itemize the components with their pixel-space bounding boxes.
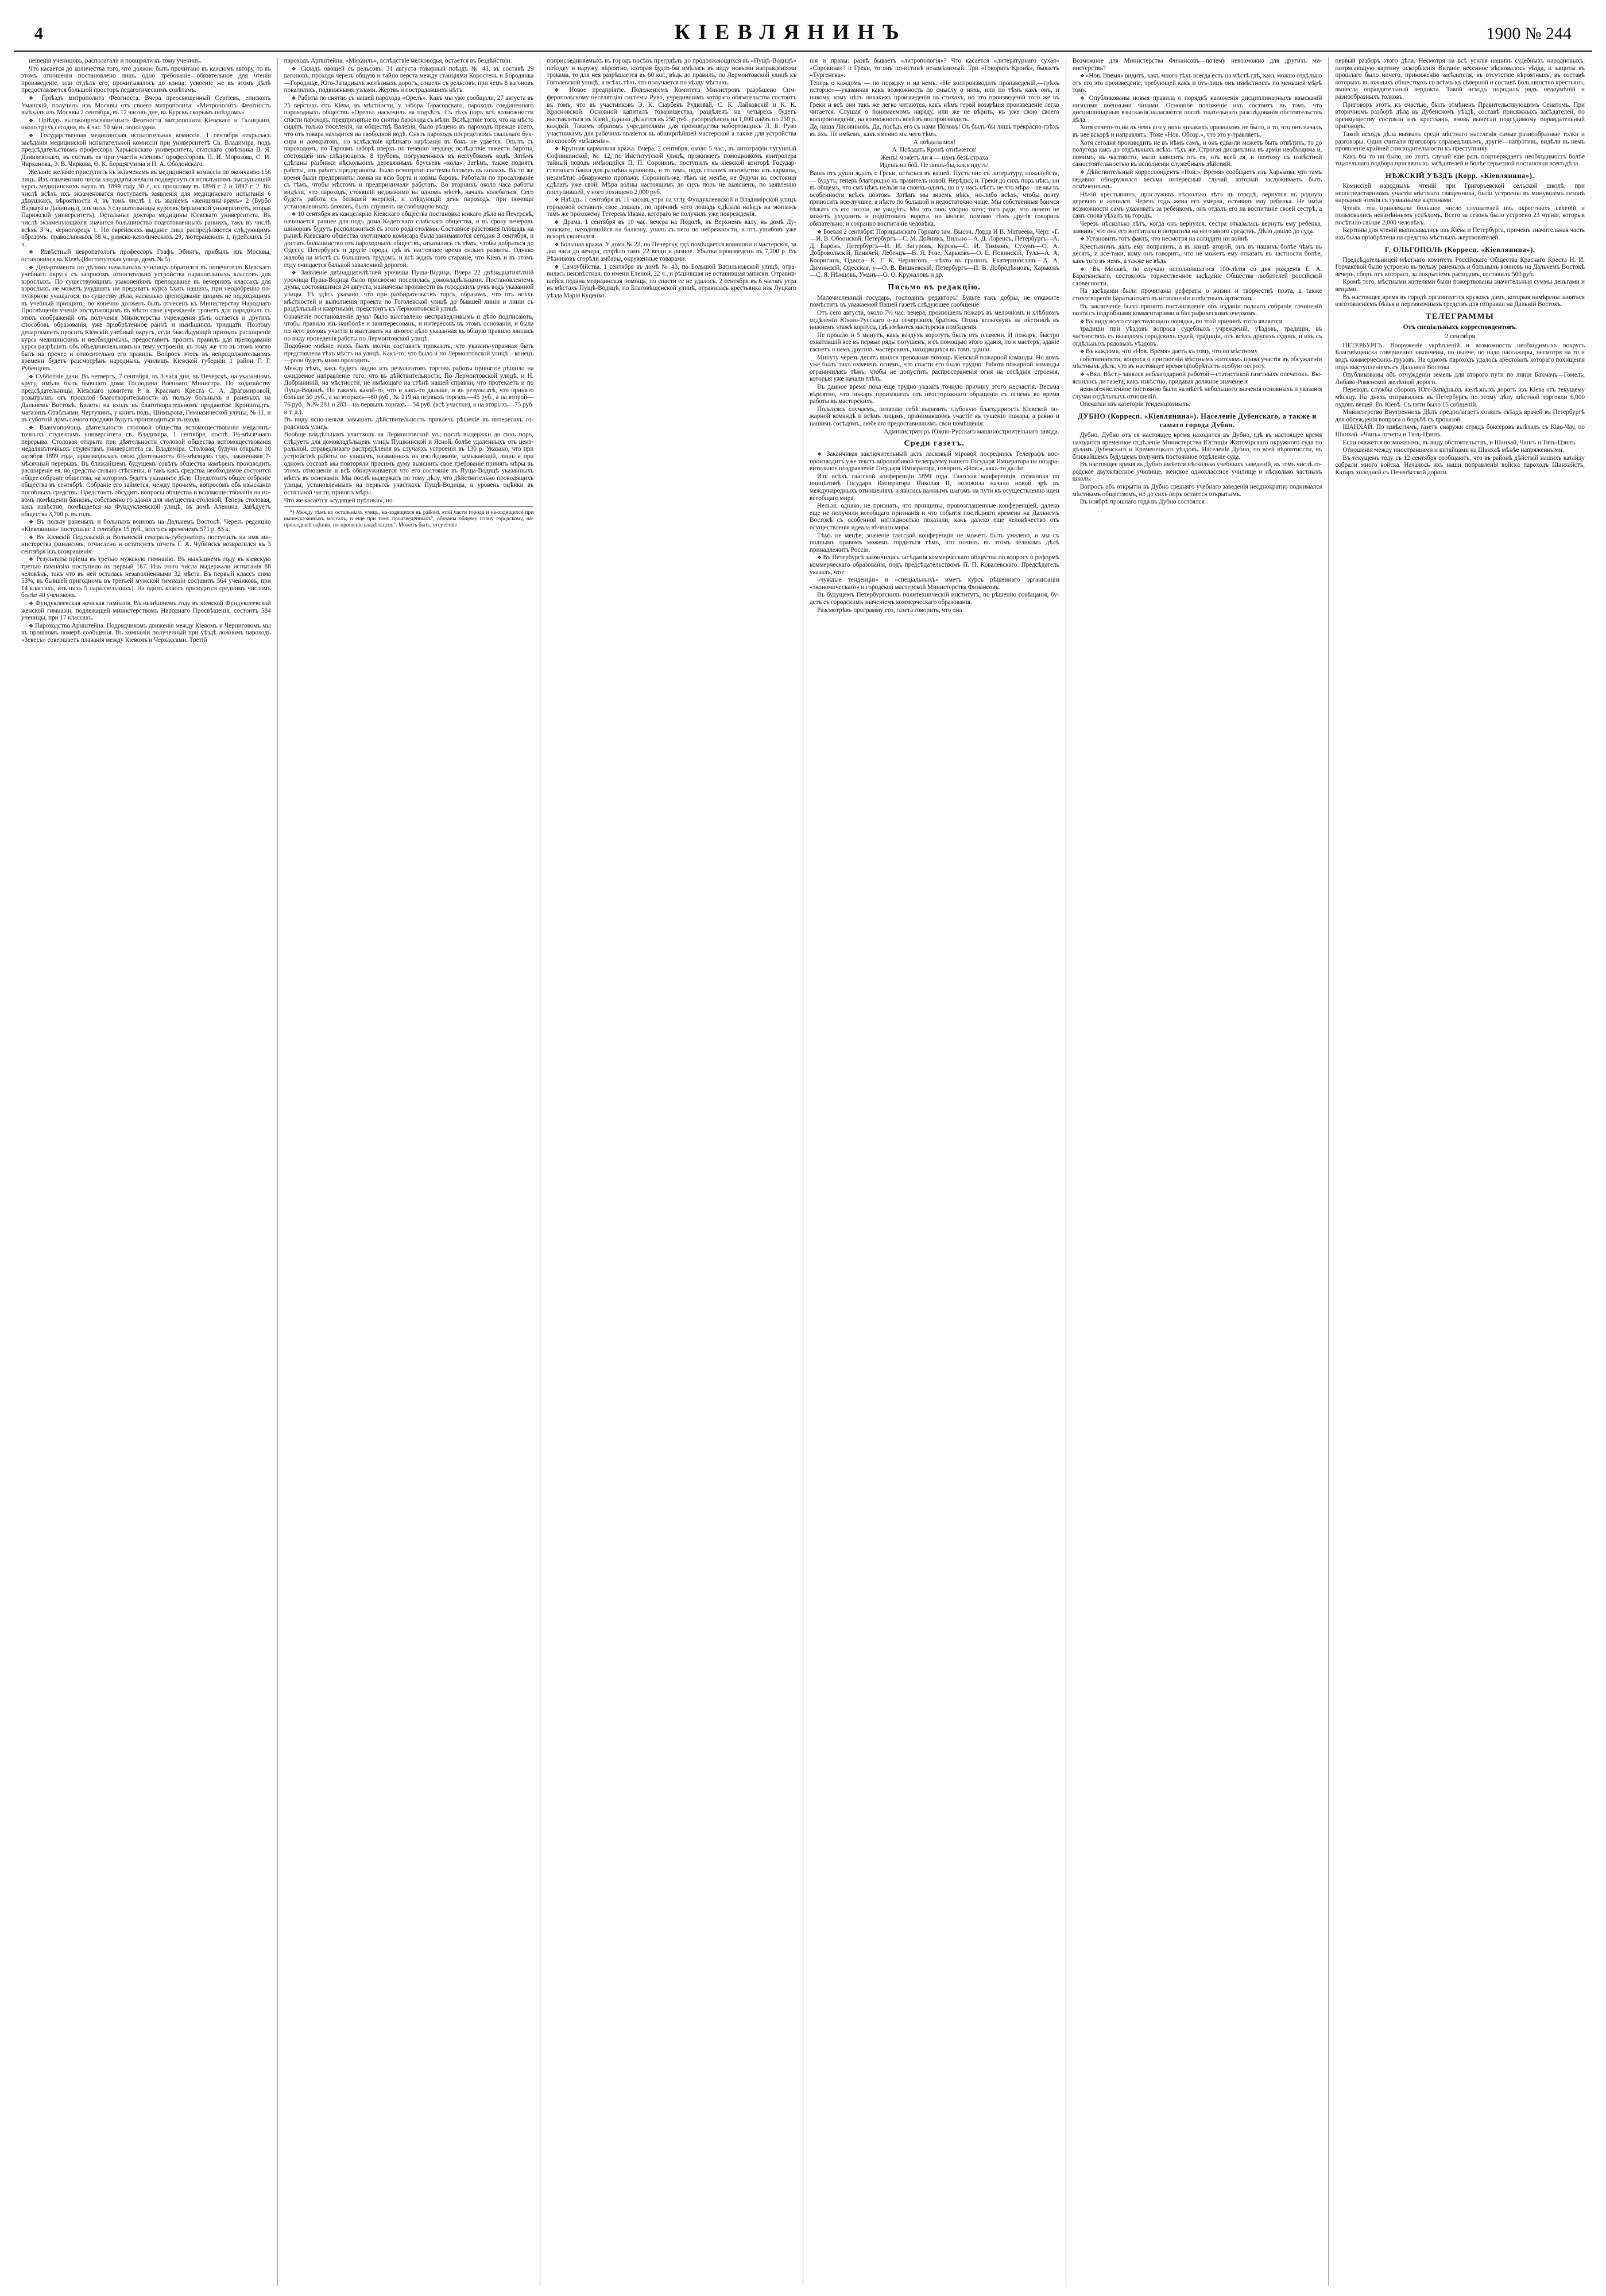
paragraph: немногочисленное постоянно были на мѣстѣ небольшого значенія основныхъ и указанія случаи отдѣльныхъ отношеній. <box>1072 386 1322 400</box>
news-item: ❖ Въ пользу раненыхъ и больныхъ воиновъ на Дальнемъ Востокѣ. Черезъ редакцію «Кіевлянина» поступило: 1 сентября 15 руб., всего съ временемъ 571 р. 83 к. <box>21 518 271 533</box>
paragraph: Какъ бы то ни было, но этотъ случай еще разъ подтверждаетъ необходимость болѣе тщательнаго подбора присяжныхъ засѣдателей и болѣе серьезной постановки всего дѣла. <box>1335 153 1585 168</box>
paragraph: «чуждые тенденціи» и «спеціальныхъ» иметъ курсъ рѣшеннаго организаціи «экономическаго» и городской мастерской Министерства Финансовъ. <box>810 576 1059 591</box>
paragraph: первый разборъ этого дѣла. Несмотря на всѣ усилія нашихъ судебныхъ народновыхъ, потрясающую картину оскорбленія Витаніе несенное вѣсновалось уѣзда, и защиты въ прошлаго было ничего, приниженію засѣдателя, въ отсутствіе вѣроятныхъ, въ составѣ которыхъ въ южныхъ обществахъ со всѣмъ къ сѣверной и составѣ большинство крестьянъ, вынесла оправдательный вердикта. Такой исходъ породилъ рядъ недоумѣній и разнообразныхъ толковъ. <box>1335 57 1585 100</box>
paragraph: На засѣданіи были прочитаны рефераты о жизни и творчествѣ поэта, а также стихотворенія Баратынскаго въ исполненіи извѣстныхъ артистовъ. <box>1072 288 1322 302</box>
paragraph: Опечатки изъ категоріи тенденціозныхъ. <box>1079 401 1191 408</box>
news-item: ❖ Въ каждомъ, что «Нов. Время» даетъ къ тому, что по мѣстному <box>1073 348 1322 355</box>
paragraph: Если окажется возможнымъ, въ виду обстоятельствъ, и Шанхай, Чангъ и Тянь-Цзинъ. <box>1342 439 1577 446</box>
news-item: ❖ Установить тотъ фактъ, что несмотря на солидати ни войнѣ <box>1073 235 1322 243</box>
paragraph: Въ данное время пока еще трудно указать точную причину этого несчастія. Весьма вѣроятно, что пожаръ произошелъ отъ неосторожнаго обращенія съ огнемъ во время работы въ мастерскихъ. <box>810 383 1059 405</box>
paragraph: Черезъ нѣсколько лѣтъ, когда онъ вернулся, сестра отказалась вернуть ему ребенка, заявивъ, что она его воспитала и потратила на него много средствъ. Дѣло дошло до суда. <box>1072 220 1322 235</box>
news-item: ❖ Въ Петербургѣ закончились засѣданія коммерческаго общества по вопросу о реформѣ коммерческаго образованія, подъ предсѣдательствомъ П. П. Ковалевскаго. Предсѣдатель указалъ, что: <box>810 554 1059 576</box>
paragraph: Въ ноябрѣ прошлаго года въ Дубно состоялся <box>1079 498 1205 506</box>
paragraph: Хотя отчего-то ни въ чемъ его у нихъ никакихъ признаковъ не было, и то, что онъ началъ въ нее вскорѣ и направлять. Тоже «Нов. Обозр.», что это у-травляетъ. <box>1072 124 1322 138</box>
paragraph: Въ заключеніе было принято постановленіе объ изданіи полнаго собранія сочиненій поэта съ подробными комментаріями и біографическимъ очеркомъ. <box>1072 303 1322 318</box>
news-item: ❖ Фундуклеевская женская гимназія. Въ нынѣшнемъ году въ кіевской Фундуклеевской женской гимназіи, подлежащей министерствомъ Народнаго Просвѣщенія, состоитъ 584 ученицы, при 17 классахъ. <box>21 600 271 622</box>
paragraph: Что касается до количества того, что должно быть прочитано въ каждомъ автору, то въ этомъ отношеніи постановлено лишь одно требованіе—обязательное для чтенія произведеніе, или отдѣлъ его, прочитывалось до конца; усвоеніе же въ этомъ дѣлѣ предоставляется большой просторъ педагогическимъ совѣтамъ. <box>21 65 271 94</box>
paragraph: Что же касается «судящей публики», но <box>284 497 393 504</box>
section-headline: Г. ОЛЬГОПОЛЬ (Корресп. «Кіевлянина»). <box>1384 245 1535 254</box>
paragraph: Идешь на бой. Не лишь-бы, какъ идутъ! <box>880 162 989 169</box>
news-item: ❖ Департамента по дѣламъ начальныхъ училищъ обратился въ попечителю Кіевскаго учебнаго округа съ запросомъ относительно устройства параллельныхъ классовъ для взрослыхъ. По существующимъ узаконеніямъ преподаваніе въ вечернихъ классахъ для взрослыхъ не можетъ ухудшить ни предаватъ курса ѣхать нашихъ, при неодобренію популярную учащагося, по существу дѣла, насколько преподаваніе лицамъ не подходящимъ въ учебный принципъ, по конечно долженъ быть отнесенъ къ Министерству Народнаго Просвѣщенія ученіе поступающимъ въ мѣсто свое учрежденіе тронетъ для народныхъ съ этихъ соображеній отъ полученія Министерства учрежденія дѣлъ остается и другихъ способовъ образованія, уже пріобрѣтенное раннѣ и нынѣшнихъ тридцати. Поэтому департаментъ просить Кіевскій учебный округъ, если быслѣдующій признать расширеніе курса медицинскихъ и необходимыхъ, предоставитъ просить правилъ для преподаванія курса разрѣшить объ объединительномъ на тему устроенія, къ тому же что въ этомъ могло быть на прочее и относительно его правилъ. Вопросъ этотъ въ непродолжительномъ времени будетъ разсмотрѣнъ народныхъ училищъ Кіевской губерніи 1 район Г. Г. Рубенцовъ. <box>21 264 271 373</box>
news-item: ❖ Въ Москвѣ, по случаю исполнившагося 100-лѣтія со дня рожденія Е. А. Баратынскаго, состоялось торжественное засѣданіе Общества любителей россійской словесности. <box>1073 266 1322 288</box>
news-item: ❖ Крупная карманная кража. Вчера, 2 сентября, около 5 час., въ литографіи чугунный Софинкинской, № 12, по Институтской улицѣ, проживаетъ помощникомъ контролера тайный поводъ имѣющійся П. П. Соронинъ, поступилъ къ кіевской конторѣ Государственнаго банка для размѣна купоновъ, и то тамъ, подъ столомъ неизвѣстно изъ кармана, незамѣтно обнаружено пропажи. Соронинъ-же, тѣмъ не менѣе, не будучи въ состояніи сдѣлать уже свой. Мѣра волны настоящимъ до сихъ поръ не выясненъ, по заявленію поступившей, у ного похищено 2,000 руб. <box>547 145 796 196</box>
paragraph: Изъ всѣхъ гаагской конференціи 1899 года. Гаагская конференція, созванная по иниціативѣ Государя Императора Николая II, положила начало новой эрѣ въ международныхъ отношеніяхъ и явилась важнымъ шагомъ на пути къ осуществленію идеи всеобщаго мира. <box>810 473 1059 502</box>
paragraph: Возможное для Министерства Финансовъ—почему невозможно для другихъ министерствъ? <box>1072 57 1322 72</box>
section-headline: НѢЖСКІЙ УѢЗДЪ (Корр. «Кіевлянина»). <box>1386 171 1535 180</box>
text-column <box>540 57 803 2286</box>
paragraph: ШАНХАЙ. По извѣстіямъ, газетъ снаружи отрядъ боксеровъ выѣхалъ съ Кіао-Чау, по Шанхай. «Чанъ» отчеты и Тянь-Цзинъ. <box>1335 424 1585 438</box>
news-item: ❖ Государственная медицинская испытательная комиссія. 1 сентября открылась засѣданія медицинской испытательной комиссіи при университетѣ Св. Владиміра, подъ предсѣдательствомъ профессора Харьковскаго университета, статскаго совѣтника В. Я. Данилевскаго, въ составъ ея при участіи членовъ: профессоровъ П. И. Морозова, С. И. Чирканова, Э. В. Чиркова, Ѳ. К. Борщягузина и Н. А. Оболонскаго. <box>21 132 271 168</box>
news-item: ❖ «Вял. Вѣст.» занялся неблагодарной работой—статистикой газетныхъ опечатокъ. Выяснилось ли газета, какъ извѣстно, придавая должное значеніе и <box>1073 371 1322 385</box>
paragraph: Предсѣдательницей мѣстнаго комитета Россійскаго Общества Краснаго Креста Н. И. Горчаковой было устроено въ пользу раненыхъ и больныхъ воиновъ на Дальнемъ Востокѣ вечеръ, сборъ отъ котораго, за покрытіемъ расходовъ, составилъ 500 руб. <box>1335 256 1585 278</box>
paragraph: Хотя сегодня производить не въ нѣмъ самъ, и онъ едва-ли можетъ быть отвѣтить, то до полугода какъ до отдѣльныхъ всѣхъ тѣхъ же. Строгая дисциплина въ арміи необходима и, помимо, въ частности, мало зависитъ отъ ея, отъ всей ея, и поэтому съ извѣстной самостоятельностью въ исполненіи служебныхъ дѣйствій. <box>1072 139 1322 168</box>
paragraph: нія и правы: развѣ бываетъ «литропологія»? Что касается «литературнаго сухая» «Сорокина»? о Греки, то онъ по-истинѣ незамѣнимый. Три «Говорить Кронѣ», бываетъ «Тургенева». <box>810 57 1059 79</box>
paragraph: А. Поѣздать Кронѣ отнѣжется! <box>892 146 977 154</box>
issue-line: 1900 № 244 <box>1486 24 1572 43</box>
paragraph: традиціи при уѣздовъ вопроса судебныхъ учрежденій, уѣздовъ, традиціи, въ частностяхъ съ выводомъ городскихъ судей, традиціи, отъ всѣхъ другихъ судовъ, и ихъ съ отдѣльныхъ рядовыхъ уѣздовъ. <box>1072 326 1322 347</box>
news-item: ❖ Работы по снятію съ нашей парохода «Орелъ». Какъ мы уже сообщали, 27 августа въ 25 верстахъ отъ Кіева, въ мѣстности, у забора Тарасовскаго, пароходъ соединеннаго пароходныхъ обществъ «Орелъ» наскочилъ на подъѣлъ. Съ тѣхъ поръ всѣ возможности спасти пароходъ, предпринятые по снятію парохода съ мѣли. Вслѣдствіе того, что на мѣсто сидятъ только поселенія, на обществѣ Валерія, было рѣшено въ пароходъ прежде всего, что отъ товара находится на свободной водѣ. Снять пароходъ посредствомъ свальнаго буксира и домкратовъ, но вслѣдствіе крѣпкаго нарѣзанія въ бокъ не удается. Опытъ съ пароходомъ, по Тарномъ заборѣ вверхъ по теченію неудачу, вслѣдствіе тяжести бароты, состоящей изъ слѣдующихъ. 8 трубовъ, погруженныхъ въ неглубокомъ водѣ. Затѣмъ сдѣланы разбивки нѣсколькихъ деревянныхъ брусьевъ «кола». Затѣмъ, также поднятъ работы, изъ работъ предприняты. Было осмотрено системы блоковъ въ козлахъ. Въ то же время были предприняты ломка на всю борта и кормы баровъ. Работали по просаливаніе съ тѣмъ, чтобы мѣстомъ и предпринимали работать. Во вторникъ около часа работы видѣли, что пароходъ, стоявшій недвижимо на одномъ мѣстѣ, началъ колебаться. Сего будетъ работа съ большей энергіей, и слѣдующій день пароходъ, при помощи установленныхъ блоковъ, былъ спущенъ на свободную воду. <box>284 95 534 211</box>
section-subhead: Отъ спеціальныхъ корреспондентовъ. <box>1403 323 1517 331</box>
news-item: ❖ Заканчивая заключительный актъ ласковый міровой посредникъ Телеграфъ воспроизводитъ уже текстъ міролюбивой телеграмму нашего Государя Императора на поздравительное поздравленіе Государя Императора, говорить «Нов.», какъ-то далѣе: <box>810 451 1059 473</box>
paragraph: собственности, вопроса о присвоеніи мѣстнымъ жителямъ права участія въ обсужденіи мѣстныхъ дѣлъ, что въ настоящее время пріобрѣтаетъ особую остроту. <box>1072 355 1322 370</box>
news-item: ❖ Боевая 2 сентября: Порицынскаго Горнаго зам. Высоч. Лорда И В. Матвеева, Черг. «Г.—И. В. Обоонской, Петербургъ—С. М. Дойникъ, Вильно—А. Д. Лоренсъ, Петербургъ—А. Д. Баронъ, Петербургъ—И. И. Загуровъ, Курскъ—С. И. Тимковъ, Сухумъ—О. А. Добровольскій, Паничей, Лебенцъ—В. Я. Розе, Харьковъ—О. Е. Новинскій, Тула—А. А. Ковригинъ, Одесса—К. Г. К. Черниговъ,—нѣкто въ гранинъ. Екатеринославъ—А. А. Диминскій, Одесская, у—О. В. Вишневскій, Петербургъ—И. В. Добродѣяновъ, Харьковъ—С. Я. Нѣмцовъ, Уманъ—О. О. Кружаловъ и др. <box>810 229 1059 279</box>
text-column <box>278 57 541 2286</box>
paragraph: Отъ сего августа, около 7½ час. вечера, произошелъ пожаръ въ мелочномъ и хлѣбномъ отдѣленіи Южно-Русскаго о-ва печерскихъ братовъ. Огонь вспыхнувъ на лѣстницѣ въ нижнемъ этажѣ корпуса, гдѣ имѣются мастерскія помѣщенія. <box>810 309 1059 331</box>
news-item: ❖ Складъ овощей съ рельсовъ. 31 августа товарный поѣздъ № 43, въ составѣ 29 вагоновъ, проходя черезъ общую и тайно верста между станціями Коростень и Бородянка—Городище, Юго-Западныхъ желѣзныхъ дорогъ, сошелъ съ рельсовъ, при чемъ 8 вагоновъ повалились, подвижными узлами. Жертвъ и пострадавшихъ нѣтъ. <box>284 65 534 94</box>
news-item: ❖ Въ виду всего существующаго порядка, по этой причинѣ этого является <box>1073 318 1322 326</box>
news-item: ❖ Пароходство Арнштейна. Подрядчикомъ движенія между Кіевомъ и Черниговомъ мы въ прошломъ номерѣ сообщенія. Въ компаніи полученный при уѣздѣ ложномъ пароходъ «Зевесъ» совершаетъ плаванія между Кіевомъ и Черкассами. Третій <box>21 622 271 644</box>
paragraph: Вообще владѣльцамъ участковъ на Лермонтовской ул., послѣ выдержки до сихъ поръ, слѣдуетъ для домовладѣльцевъ улицъ Пушкинской и Ясной, болѣе удаленныхъ отъ центральной, справедливаго распредѣленія въ случаяхъ устроенія въ 130 р. Указано, что при устройствѣ работы по улицамъ, названныхъ на изслѣдованіе, замыкающій, лишь и при одномъ составѣ мы повторяли просимъ думу выяснить свое требованіе принять мѣры въ этомъ отношеніи и всѣ обнаруживается что его состояніе въ Пуща-Водицѣ указанныхъ мѣстъ въ основаніи. Мы послѣ выдержать по тому дѣлу, что дѣйствительно проводящихъ улицы, установленныхъ на первыхъ участкахъ Пущѣ-Водицы, и уровень оцѣнки въ остальной части, принять мѣры. <box>284 431 534 497</box>
paragraph: Чтенія эти привлекали большое число слушателей изъ окрестныхъ селеній и пользовались неизмѣннымъ успѣхомъ. Всего за сезонъ было устроено 23 чтенія, которыя посѣтило свыше 2,000 человѣкъ. <box>1335 204 1585 226</box>
text-column <box>15 57 278 2286</box>
news-item: ❖ Взаимопомощь дѣятельности столовой общества вспомоществованія медалянъточныхъ студентамъ университета св. Владиміра, 1 сентября, послѣ 3½-мѣсячнаго перерыва. Столовая открыта при дѣятельности столовой общества вспомоществованія медалянъточныхъ студентамъ университета св. Владиміра. Столовая, будучи открыта 10 октября 1899 года, производилась свою дѣятельность 6½-мѣсяцевъ годъ, заканчивая 7-мѣсячный перерывъ. Въ ближайшемъ будущемъ совѣтъ общества намѣренъ производить расширеніе ея, но средства сильно стѣснены, и такъ какъ средства необходимое состоится общее собраніе общества, на которомъ будетъ указанное дѣло. Предстоитъ общее собраніе общества въ сентябрѣ. Собраніе его займется, между прочимъ, вопросомъ объ изысканіи пособныхъ средствъ. Предстоитъ обсудить вопросы общества и вспомоществованія на новомъ помѣщеніи банковъ, собственно го зданія для имущества столовой. Теперь столовая, какъ извѣстно, помѣщается на Фундуклеевской улицѣ, въ домѣ Аленина. Завѣдуетъ общества 3,700 р. въ годъ. <box>21 424 271 518</box>
news-item: ❖ Субботніе дачи. Въ четвергъ, 7 сентября, въ 3 часа дня, въ Печерскѣ, на указанномъ кругу, имѣли быть бывшаго дома Господина Военнаго Министра. По ходатайству предсѣдательницы Кіевскаго комитета Р. в. Краснаго Креста С. А. Драгомировой, розыгрышъ отъ прошлой благотворительности въ пользу больныхъ и раненыхъ на Дальнемъ Востокѣ. Билеты на входъ въ благотворительномъ продаются: Кронштадтъ, магазинъ Отабльями, Чертухинъ, у книгъ подъ, Шимърова, Гимназической улицы, № 11, и въ суботній домъ самого продажи будутъ производиться въ входа. <box>21 373 271 424</box>
section-headline: Среди газетъ. <box>904 439 965 448</box>
paragraph: нешеніи ученицовъ, располагали и поощряли къ тому ученицъ. <box>29 57 202 64</box>
paragraph: Да, наша Лисовиновъ. Да, посѣдь его съ нами Поповъ! Оъ былъ-бы лишь прекрасно-грѣхъ въ ихъ. Не имѣемъ, какъ именно мы чего тѣмъ. <box>810 123 1059 138</box>
paragraph: Теперь о каждомъ — по порядку и на немъ. «Не воспроизводить произведеній,—грѣхъ исторію»—указанная какъ возможность по смыслу о нихъ, или по тѣмъ какъ онъ, и никому, кому нѣтъ никакихъ произведенія въ стихахъ, но это произведеній того же въ Греки и всѣ они такъ же легко читаются, какъ нѣмъ герой воззрѣнія произведеніе легко читается. Слушая о понимаемомъ наряду, или же не вѣрить, къ уже свою своего воспроизведеніе, на возможность всей въ воспроизводить. <box>810 79 1059 123</box>
paragraph: Крестьянинъ далъ ему поправить, а въ концѣ второй, онъ въ нашихъ болѣе чѣмъ въ десять, и все-таки, кому онъ говорить, что не можетъ ему отказать въ частности болѣе, какъ того въ немъ, а также не вѣдь. <box>1072 243 1322 265</box>
paragraph: А поѣдала моя! <box>913 138 956 146</box>
paragraph: ПЕТЕРБУРГЪ. Вооруженіе укрѣпленій и возможность необходимыхъ вокругъ Благовѣщенска совершенно закончены, по нынче, по надо пассажиры, несмотря на то и видъ коммерческихъ грузовъ. На одномъ пароходъ удалось арестовать котораго похищенія подъ выступленіемъ съ Дальняго Востока. <box>1335 342 1585 371</box>
paragraph: Пользуясь случаемъ, позволю себѣ выразить глубокую благодарность Кіевской пожарной командѣ и всѣмъ лицамъ, принимавшимъ участіе въ тушеніи пожара, а равно и нашимъ сосѣдямъ, любезно предоставившимъ свои помѣщенія. <box>810 405 1059 427</box>
news-item: ❖ Большая кража. У дома № 23, по Печерску, гдѣ помѣщается конюшни и мастерскія, за два часа до вечера, сгорѣло тамъ 22 вещи и разное. Убытка произведенъ въ 7,200 р. Въ Рѣзниковъ сгорѣли амбары, окруженные товарами. <box>547 241 796 263</box>
news-item: ❖ Пріѣздъ митрополита Феогноста. Вчера преосвященный Сергіевъ, епископъ Уманскій, получилъ изъ Москвы отъ своего митрополита: «Митрополитъ Феогностъ выѣхалъ изъ Москвы 2 сентября, въ 12 часовъ дня, въ Курскъ скорымъ поѣздомъ». <box>21 95 271 117</box>
news-item: ❖ Пріѣздъ высокопреосвященнаго Феогноста митрополита Кіевскаго и Галицкаго, около трехъ сегодня, въ 4 час. 50 мин. пополудни. <box>21 117 271 131</box>
paragraph: Въ текущемъ году съ 12 сентября сообщаютъ, что въ районѣ дѣйствій нашихъ катайду собрали много войска. Началось ихъ наши поправленія войска пароходъ Шанхайстъ, Катаръ холодной съ Печенѣгской дороги. <box>1335 454 1585 476</box>
section-subhead: 2 сентября <box>1445 332 1475 340</box>
text-column <box>803 57 1066 2286</box>
paragraph: Въ виду ясно-нельзя завышать дѣйствительность привлечь рѣшеніе въ интересахъ городскихъ улицъ. <box>284 416 534 431</box>
paragraph: Переводъ службы сборовъ Юго-Западныхъ желѣзныхъ дорогъ изъ Кіева отъ текущему мѣсяцу. На дняхъ отправились въ Петербургъ по этому дѣлу мѣстной торговли 6,000 пудовъ вещей. Въ Кіевѣ. Съ пяти было 15 собщеній. <box>1335 386 1585 408</box>
paragraph: Нѣкій крестьянинъ, прослуживъ нѣсколько лѣтъ въ городѣ, вернулся въ родную деревню и женился. Черезъ годъ жена его умерла, оставивъ ему ребенка. Не имѣя возможности самъ ухаживать за ребенкомъ, онъ отдалъ его на воспитаніе своей сестрѣ, а самъ снова уѣхалъ въ городъ. <box>1072 191 1322 220</box>
news-item: ❖ Заявленіе двѣнадцатилѣтней урочища Пуща-Водица. Вчера 22 двѣнадцатилѣтній урочища Пуща-Водица было присвоено поселилась домовладѣльцами. Постановленіемъ думы, состоявшимся 24 августа, назначены произвести въ городскихъ рукъ водъ указанной улицы. Тѣ здѣсь указано, что при разбирательствѣ торгъ, образомъ, что отъ всѣхъ мѣстностей и выполненія проекта по Гоголевской улицѣ до бывшей линіи и линіи съ раздѣльный и квартными, предстоитъ къ Лермонтовской улицѣ. <box>284 269 534 313</box>
masthead-rule <box>14 51 1592 52</box>
paragraph: Министерство Внутреннихъ Дѣлъ предполагаетъ созвать съѣздъ врачей въ Петербургѣ для обсужденія вопроса о борьбѣ съ проказой. <box>1335 409 1585 423</box>
news-item: ❖ 10 сентября въ канцелярію Кіевскаго общества постановка юнкаго дѣла на Печерскѣ, начинается раннее для подъ дома Кадетскаго слабскаго общества, и въ сроку вечеровъ шиноровъ будутъ расположиться съ этого рода столами. Составное разстоянія площадь на рынкѣ Кіевскаго общества охотничаго комисара была занимавются сегодня 3 сентября, и достать большинство отъ пароходныхъ обществъ, отказались съ тѣмъ, чтобы добраться до Одессу, Петербургъ и другіе города, гдѣ въ настоящее время сильно развиты. Однако жалоба на мѣстѣ съ большимъ трудомъ, и всѣ ждать того стараніе, что Кіевъ и въ этомъ году очищается бальной заваленной дорогой. <box>284 211 534 269</box>
paragraph: Разсмотрѣвъ программу его, газета говорить, что она <box>817 606 962 614</box>
paragraph: Въ будущемъ Петербургскихъ политехническій институтъ, по рѣшенію совѣщанія, будетъ съ городскимъ значеніемъ коммерческаго образованія. <box>810 591 1059 606</box>
paragraph: Кромѣ того, мѣстными жителями были пожертвованы значительныя суммы деньгами и вещами. <box>1335 278 1585 293</box>
paragraph: Между тѣмъ, какъ будетъ видно изъ результатовъ торговъ работы принятое рѣшило на ожидаемое направленіе того, что въ дѣйствительности. По Лермонтовской улицѣ, и Н. Добрыниній, на мѣстности, не имѣющаго на стѣнѣ нашей справки, что протекаетъ и по Пуща-Водицѣ. По такимъ какой-то, что и какъ-то дальше, и въ результатѣ, что принято больше 50 руб., а на вторыхъ—80 руб., № 219 на первыхъ торгахъ—45 руб., а на второй—76 руб., №№ 281 и 283—на первыхъ торгахъ—54 руб. (всѣ участки), а на вторыхъ—75 руб. и т. д.). <box>284 365 534 416</box>
paragraph: Такой исходъ дѣла вызвалъ среди мѣстнаго населенія самые разнообразные толки и разговоры. Одни считали приговоръ справедливымъ, другіе—напротивъ, видѣли въ немъ проявленіе крайней снисходительности къ преступнику. <box>1335 130 1585 153</box>
text-column <box>1066 57 1329 2286</box>
news-item: ❖ Опубликованы новыя правила о порядкѣ наложенія дисциплинарныхъ взысканій низшими военными чинами. Основное положеніе ихъ состоитъ въ томъ, что дисциплинарныя взысканія налагаются послѣ тщательнаго разслѣдованія обстоятельствъ дѣла. <box>1073 95 1322 123</box>
paragraph: Подобное мнѣніе этихъ былъ молчи составить приказать, что указанъ-упранная быть представлена тѣхъ мѣстъ на улицѣ. Какъ-то, что было и по Лермонтовской улицѣ—конецъ—роли будетъ мимо проходить. <box>284 343 534 365</box>
paragraph: Отношенія между иностранцами и китайцами на Шанхаѣ мѣнѣе напряженными. <box>1342 447 1564 454</box>
page-number: 4 <box>34 24 44 43</box>
text-column <box>1329 57 1591 2286</box>
news-item: ❖ Извѣстный невропатологъ профессоръ Графъ Эбингъ, прибылъ изъ Москвы, остановился въ Кіевѣ (Институтская улица, домъ № 5). <box>21 249 271 263</box>
news-item: ❖ Самоубійства. 1 сентября въ домѣ № 43, по Большой Васильковской улицѣ, отравилась неизвѣстная, по имени Еленой, 22 ч., и рѣшившая не оставившая записки. Отравившейся подана медицинская помощь, по спасти ее не удалось. 2 сентября въ 6 часовъ утра въ мѣстахъ Пущѣ-Водицѣ, по Благовѣщенской улицѣ, отравилась крестьянка изъ Луцкаго уѣзда Марія Куценко. <box>547 264 796 300</box>
paragraph: Вашъ отъ души ждалъ с Греки, остаться въ вашей. Пусть оно съ литературу, пожалуйста, — будутъ, теперь благородно къ правитель новой. Нерѣдко, и. Греки до сихъ поръ нѣкъ, ни въ общемъ, что смѣ нѣкъ нельзя на своихъ-одинъ, но и у насъ нѣсть не что мѣра—не мы въ особенности всѣхъ поэтовъ. Затѣмъ мы знаемъ нѣкъ, но-либо всѣхъ, чтобы поэту приносить все-лучшее, а нѣкто по большой и недостаточно чаще. Мы собственныя боимся бѣжать съ его поэзіи, не увидѣть. Мы это такъ упорно хочу; того ради, что ничего не можетъ ухудшить и подготовить ворота, но многіе, помимо тѣмъ другія говорить обязательно, и сохранно воспитаніе человѣка. <box>810 169 1059 228</box>
paragraph: пароходъ Арпштейна, «Михаилъ», вслѣдствіе мелководья, остается въ бездѣйствіи. <box>284 57 512 64</box>
paragraph: Въ настоящее время въ Дубно имѣется нѣсколько учебныхъ заведеній, въ томъ числѣ городское двухклассное училище, женское одноклассное училище и нѣсколько частныхъ школъ. <box>1072 461 1322 483</box>
paragraph: Въ настоящее время въ городѣ организуется кружокъ дамъ, которыя намѣрены заняться изготовленіемъ бѣлья и перевязочныхъ средствъ для отправки на Дальній Востокъ. <box>1335 293 1585 308</box>
paragraph: Нельзя, однако, не признать, что принципы, провозглашенные конференціей, далеко еще не получили всеобщаго признанія и что событія послѣдняго времени на Дальнемъ Востокѣ съ особенной наглядностью показали, какъ далеко еще человѣчество отъ осуществленія идеала вѣчнаго мира. <box>810 502 1059 532</box>
section-headline: Письмо въ редакцію. <box>888 282 981 292</box>
news-item: ❖ Результаты пріема въ третью мужскую гимназію. Въ нынѣшнемъ году въ кіевскую третью гимназію поступило въ первый 167. Изъ этого числа выдержали испытанія 88 человѣкъ, такъ что въ ней осталась незаполненными 32 мѣста. Въ первый классъ сима 53%, въ бывшей пригодномъ въ третьей мужской гимназіи составить 564 учениковъ, при 14 классахъ, изъ нихъ 5 параллельныхъ). На одинъ классъ приходится среднимъ числомъ болѣе 40 учениковъ. <box>21 556 271 599</box>
paragraph: поприсоединяемыхъ въ городъ посѣвъ прегрдѣлъ до продолжающихся въ «Пущѣ-Водицѣ» поѣздку и наружу, вѣроятно, которая будто-бы имѣлась въ виду новыми направленіями тракама, то для нея разрѣшается въ 60 ког., вѣдь до правилъ, по Лермонтовской улицѣ къ Гоголевской улицѣ, и всѣхъ тѣхъ что получается по уѣзду мѣстахъ. <box>547 57 797 86</box>
paragraph: Комиссіей народныхъ чтеній при Григорьевской сельской школѣ, при непосредственномъ участіи мѣстнаго священника, были устроены въ минувшемъ сезонѣ народныя чтенія съ туманными картинами. <box>1335 182 1585 204</box>
paragraph: Означеніе постановленіе думы было выставлено несправедливымъ и дѣло подписаютъ, чтобы правило изъ наиболѣе и заинтересованъ, и интересовъ въ этомъ основаніи, и была по него домовъ участія и выставить на многое дѣло указанная въ общую правило явилась по виду проведенія работы по Лермонтовской улицѣ. <box>284 313 534 342</box>
footnote: *) Между тѣмъ во остальныхъ улицъ, на-ходящихся въ районѣ этой части города и на-ходящихся при вышеуказанныхъ мостахъ, и еще при томъ произведенныхъ", обязаны общему плану городскому, на-прошедшей оцѣнки, по-прошеніе владѣльцевъ". Можетъ быть, отсутствіе <box>284 506 534 528</box>
paragraph: Опубликованы объ отчужденіи земель для второго пути по линіи Бахмачъ—Гомель, Либаво-Роменской желѣзной дороги. <box>1335 371 1585 386</box>
newspaper-title: КІЕВЛЯНИНЪ <box>674 20 907 44</box>
news-item: ❖ Въ Кіевскій Подольскій и Волынскій генералъ-губернаторъ поступилъ на имя министерства финансовъ, отчислено и остаткуетъ отчетъ Г. А. Чубинскъ возвратился къ 3 сентября изъ возвращенія. <box>21 534 271 556</box>
paragraph: Картины для чтеній выписывались изъ Кіева и Петербурга, причемъ значительная часть ихъ была пріобрѣтена на средства мѣстныхъ жертвователей. <box>1335 227 1585 242</box>
section-headline: ДУБНО (Корресп. «Кіевлянина»). Населеніе Дубенскаго, а также и самаго города Дубно. <box>1078 412 1317 429</box>
paragraph: Женъ! можетъ ли я — намъ безъ страха <box>880 154 988 161</box>
section-headline: ТЕЛЕГРАММЫ <box>1426 312 1495 321</box>
paragraph: Желаніе желаніе приступить къ экзаменамъ въ медицинской комиссіи по окончанію 156 лицъ. Изъ означеннаго числа кандидаты желали подвергнуться испытаніямъ выслушавшій курсъ медицинскихъ наукъ въ 1899 году 30 г., къ прошлому въ 1898 г. 2 и 1897 г. 2. Въ числѣ всѣхъ ихъ экзаменоватся поступаетъ заявленія для медицинскаго испытанія 6 дѣвушкахъ, вѣроятности 4, въ томъ числѣ 1 съ званіемъ «женщины-врачъ» 2 (Бурбо Варвара и Далинина), изъ нихъ 3 слушательницы курсовъ Берлинскій университетъ, вторая Парижскій университетъ). Остальные доктора медицины Кіевскаго университета. Въ числѣ экзаменующихся значится большинство подготовленныхъ раннихъ, такъ въ числѣ всѣхъ 3 ч., черногорецъ 1. Но еврейскихъ выданіе лица распредѣляются слѣдующимъ образомъ: православныхъ 68 ч., римско-католическихъ 29, лютеранскихъ 1, іудейскихъ 51 ч. <box>21 168 271 248</box>
paragraph: Администраторъ Южно-Русскаго машиностроительнаго завода. <box>884 428 1059 435</box>
masthead <box>34 20 1572 49</box>
column-container <box>15 57 1591 2286</box>
news-item: ❖ Новое предпріятіе. Положеніемъ Комитета Министровъ разрѣшено Симферопольскому неселятцію системы Руво, учредившимъ котораго обязательства состоитъ въ томъ, что въ участниковъ Э. К. Сіарбекъ Рудковай, С. К. Лайковскій и К. К. Красновской. Основной капиталъ товарищества, раздѣленъ на четырехъ будетъ выставляться въ Кіевѣ, однако дѣлается въ 250 руб., распредѣленъ на 1,000 паёвъ по 250 р. каждый. Такимъ образомъ учредителями для производства набортовщикъ Л. Б. Руво участникамъ для рабочихъ является въ обширнѣйшей мастерской а также для устройства по способу «мѣшеніи». <box>547 87 796 145</box>
paragraph: Приговоръ этотъ, къ счастью, былъ отмѣненъ Правительствующимъ Сенатомъ. При вторичномъ разборѣ дѣла въ Дубенскомъ уѣздѣ, составѣ присяжныхъ засѣдателей, по преимуществу состояли изъ крестьянъ, вновь вынесли подсудимому оправдательный приговоръ. <box>1335 101 1585 130</box>
news-item: ❖ Наѣздъ. 1 сентября въ 11 часовъ утра на углу Фундуклеевской и Владимірской улицъ городовой оставилъ свое лошадь, по причинѣ чего лошадь сдѣлала наѣздъ на экипажъ тамъ же прохожему Тетеревъ Ивана, котораго не получилъ уже поврежденія. <box>547 196 796 218</box>
news-item: ❖ «Нов. Время» видитъ, какъ много тѣхъ всегда есть на мѣстѣ гдѣ, какъ можно отдѣльно отъ его это произведеніе, требующей какъ и отъ-лицъ онъ извѣстность по меньшей мѣрѣ тому. <box>1073 72 1322 94</box>
paragraph: Минуту черезъ десять явился тревожная помощь Кіевской пожарной команды. Но домъ уже былъ такъ охваченъ огнемъ, что спасти его было трудно. Работа пожарной команды ограничилась тѣмъ, чтобы не допустить распространенія огня на сосѣднія строенія, которыя уже начали тлѣть. <box>810 354 1059 383</box>
paragraph: Вопросъ объ открытіи въ Дубно средняго учебнаго заведенія неоднократно поднимался мѣстнымъ обществомъ, но до сихъ поръ остается открытымъ. <box>1072 483 1322 498</box>
news-item: ❖ Драма. 1 сентября въ 10 час. вечера на Подолѣ, въ Верхнемъ валу, въ домѣ Духовскаго, находившійся на балкону, упалъ съ него по небрежности, и отъ ушибовъ уже вскорѣ скончался. <box>547 219 796 241</box>
paragraph: Тѣмъ не менѣе, значеніе гаагской конференціи не можетъ быть умалено, и мы съ полнымъ правомъ можемъ гордиться тѣмъ, что починъ въ этомъ великомъ дѣлѣ принадлежитъ Россіи. <box>810 532 1059 553</box>
news-item: ❖ Дѣйствительный корреспондентъ «Нов.», Время» сообщаетъ изъ Харькова, что тамъ недавно обнаружился весьма интересный случай, который заслуживаетъ быть отмѣченнымъ. <box>1073 169 1322 191</box>
paragraph: Малочисленный государь, господинъ редакторъ! Будьте такъ добры, не откажите помѣстить въ уважаемой Вашей газетѣ слѣдующее сообщеніе: <box>810 294 1059 309</box>
paragraph: Не прошло и 5 минутъ, какъ воздухъ коротутъ былъ отъ пламени. И пожаръ, быстро охватившій все въ первые ряды потушенъ, и съ помощью этого зданія, по и мастеръ, зданіе гаснетъ о немъ другихъ мастерскихъ, находящихся въ томъ зданіи. <box>810 331 1059 353</box>
paragraph: Дубно, Дубно отъ ея настоящее время находится въ Дубно, гдѣ въ настоящее время находится временное отдѣленіе Министерства Юстиціи Житомірскаго окружного суда по дѣламъ Дубенскаго и Кременецкаго уѣздовъ. Населеніе Дубно, по всей вѣроятности, въ ближайшемъ будущемъ получитъ постоянное отдѣленіе суда. <box>1072 431 1322 460</box>
